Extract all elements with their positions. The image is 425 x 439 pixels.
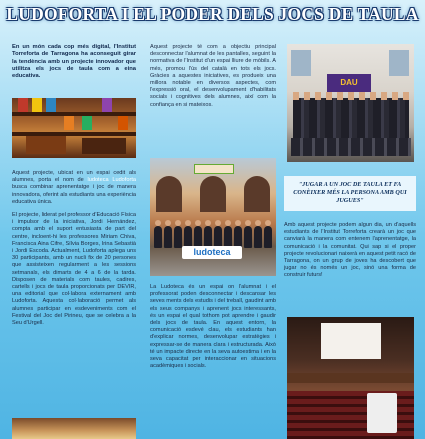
dau-banner: DAU: [327, 74, 371, 92]
closing-paragraph: Amb aquest projecte podem algun dia, un d'aquells estudiants de l'Institut Torreforta crearà un joc que canviarà la manera com entenem l'aprenentatge, la comunicació i la comunitat. Qui sap si el proper projecte revolucionari naixerà en aquest petit racó de Tarragona, on un grup de joves ha descobert que jugar no és només un joc, sinó una forma de construir futurs!: [284, 222, 416, 279]
project-paragraph: El projecte, liderat pel professor d'Educació Física i impulsor de la iniciativa, Jordi Hernández, compta amb el suport entusiasta de part del centre, incloent-hi les professores Miriam Chiva, Francisca Aina Cifre, Sílvia Borges, Irina Sebastià i Jordi Escoda. Actualment, Ludoforta aplega uns 30 participants, amb un nucli fix de 20 persones que assisteixen regularment a les sessions setmanals, els dimarts de 4 a 6 de la tarda. Disposen de materials com taules, cadires, cartells i jocs de taula proporcionats per DEVIR, una editorial que col·labora externament amb Ludoforta. Aquesta col·laboració permet als alumnes participar en esdeveniments com el Festival del Joc del Pirineu, que se celebra a la Seu d'Urgell.: [12, 212, 136, 327]
column-left-body: [12, 170, 136, 333]
ludoteca-photo: [12, 98, 136, 158]
bottom-left-photo: [12, 418, 136, 439]
students-photo: [287, 44, 414, 162]
ludoteca-logo: ludoteca: [182, 246, 242, 259]
space-paragraph: La Ludoteca és un espai on l'alumnat i el professorat poden desconnectar i descansar les seves ments dels estudis i del treball, gaudint amb els seus companys i aprenent jocs interessants, és un espai el qual tothom pot aprendre i gaudir dels jocs de taula. En aquest entorn, la comunicació esdevé clau, els estudiants han d'explicar normes, desenvolupar estratègies i expressar-se de manera clara i estructurada. Això té un impacte directe en la seva autoestima i en la seva capacitat per interaccionar en situacions acadèmiques i socials.: [150, 284, 276, 370]
lead-paragraph: En un món cada cop més digital, l'Institut Torreforta de Tarragona ha aconseguit girar la tendència amb un projecte innovador que utilitza els jocs de taula com a eina educativa.: [12, 44, 136, 80]
pull-quote: "JUGAR A UN JOC DE TAULA ET FA CONÈIXER MÉS LA PERSONA AMB QUI JUGUES": [284, 176, 416, 211]
page-title: LUDOFORTA I EL PODER DELS JOCS DE TAULA: [6, 4, 419, 24]
objective-paragraph: Aquest projecte té com a objectiu principal desconnectar l'alumnat de les pantalles, seguint la normativa de l'Institut d'un espai lliure de mòbils. A més, promou l'ús del català en tots els jocs. Gràcies a aquestes iniciatives, es produeix una millora notable en diversos aspectes, com l'expressió oral, el desenvolupament d'habilitats socials i cognitives dels alumnes, així com la confiança en si mateixos.: [150, 44, 276, 108]
auditorium-photo: [287, 317, 414, 439]
closing-highlight: sinó una forma de construir futurs!: [284, 265, 416, 279]
column-middle-body: [150, 284, 276, 370]
intro-paragraph: Aquest projecte, ubicat en un espai cedit als alumnes, porta el nom de ludoteca Ludoforta busca combinar aprenentatge i joc de manera innovadora, oferint als estudiants una experiència educativa única.: [12, 170, 136, 205]
ludoteca-highlight: ludoteca Ludoforta: [87, 177, 136, 184]
column-middle: [150, 44, 276, 109]
column-left: [12, 44, 136, 80]
column-right-body: [284, 222, 416, 280]
